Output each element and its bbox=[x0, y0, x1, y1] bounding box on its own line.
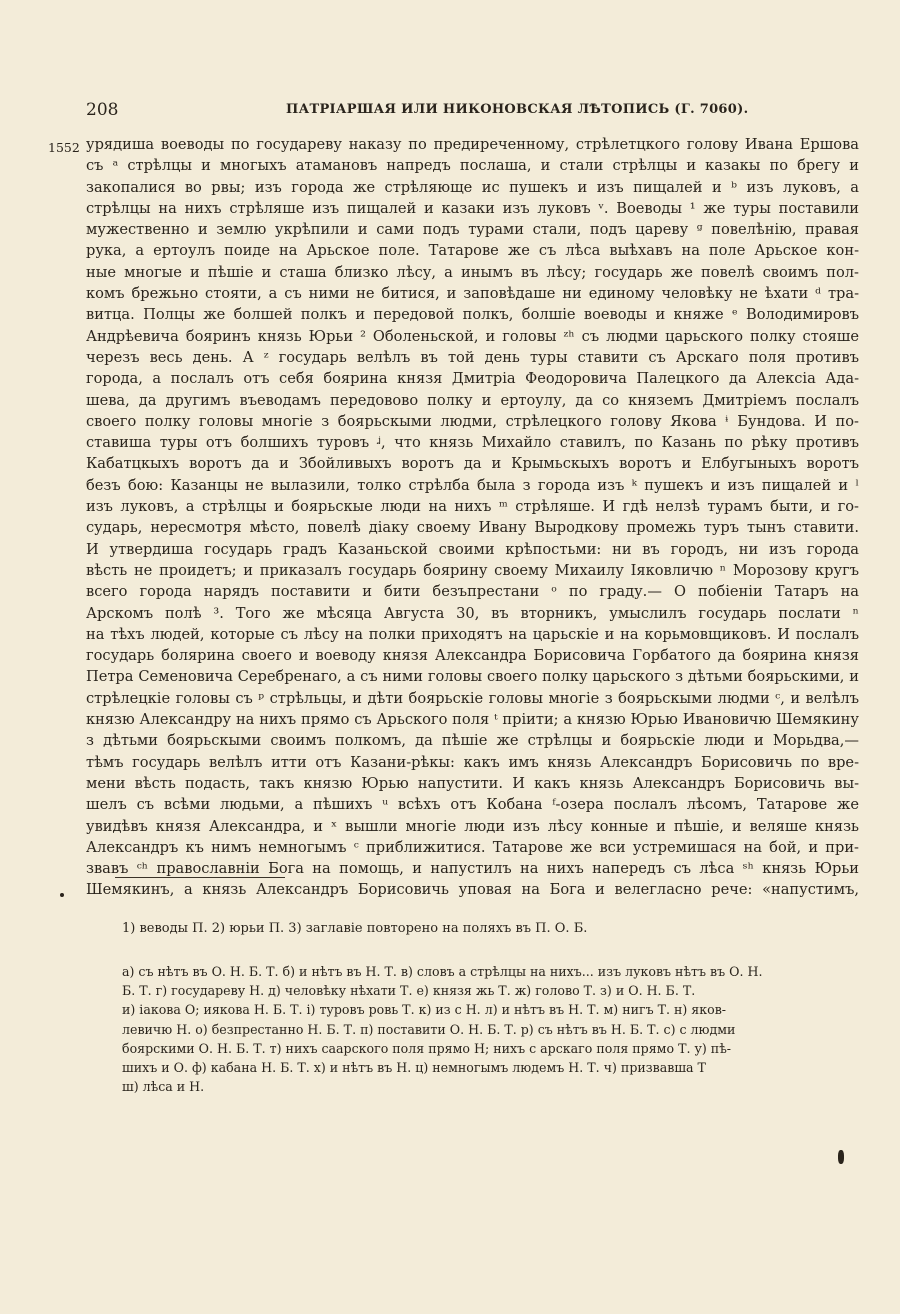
ink-spot bbox=[838, 1150, 844, 1164]
text-line: ставиша туры отъ болшихъ туровъ ᶨ, что князь Михайло ставилъ, по Казань по рѣку противъ bbox=[86, 434, 859, 452]
text-line: государь болярина своего и воеводу князя Александра Борисовича Горбатого да боярина князя bbox=[86, 647, 859, 665]
text-line: закопалися во рвы; изъ города же стрѣляюще ис пушекъ и изъ пищалей и ᵇ изъ луковъ, а bbox=[86, 178, 859, 196]
text-line: шева, да другимъ въеводамъ передовово полку и ертоулу, да со княземъ Дмитріемъ послалъ bbox=[86, 391, 859, 409]
text-line: ные многые и пѣшіе и сташа близко лѣсу, а инымъ въ лѣсу; государь же повелѣ своимъ пол- bbox=[86, 263, 859, 281]
text-line: урядиша воеводы по государеву наказу по предиреченному, стрѣлетцкого голову Ивана Ершова bbox=[86, 136, 859, 153]
text-line: звавъ ᶜʰ православніи Бога на помощь, и напустилъ на нихъ напередъ съ лѣса ˢʰ князь Юрьи bbox=[86, 860, 859, 878]
variant-readings bbox=[122, 962, 862, 1096]
variant-line: и) іакова О; иякова Н. Б. Т. і) туровъ ровь Т. к) из с Н. л) и нѣтъ въ Н. Т. м) нигъ Т. н) яков- bbox=[122, 1002, 727, 1018]
text-line: мужественно и землю укрѣпили и сами подъ турами стали, подъ цареву ᵍ повелѣнію, правая bbox=[86, 221, 859, 239]
text-line: черезъ весь день. А ᶻ государь велѣлъ въ той день туры ставити съ Арскаго поля противъ bbox=[86, 348, 859, 366]
footnotes: 1) веводы П. 2) юрьи П. 3) заглавіе повторено на поляхъ въ П. О. Б. bbox=[122, 921, 588, 936]
text-line: тѣмъ государь велѣлъ итти отъ Казани-рѣкы: какъ имъ князь Александръ Борисовичь по вре- bbox=[86, 753, 859, 771]
text-line: Петра Семеновича Серебренаго, а съ ними головы своего полку царьского з дѣтьми боярьскими, и bbox=[86, 668, 859, 686]
text-line: безъ бою: Казанцы не вылазили, толко стрѣлба была з города изъ ᵏ пушекъ и изъ пищалей и ˡ bbox=[86, 476, 859, 494]
text-line: И утвердиша государь градъ Казаньской своими крѣпостьми: ни въ городъ, ни изъ города bbox=[86, 540, 859, 558]
main-text bbox=[86, 134, 859, 901]
variant-line: ш) лѣса и Н. bbox=[122, 1079, 205, 1095]
variant-line: левичю Н. о) безпрестанно Н. Б. Т. п) поставити О. Н. Б. Т. р) съ нѣтъ въ Н. Б. Т. с) с людми bbox=[122, 1021, 736, 1037]
page-header bbox=[86, 100, 856, 124]
variant-line: а) съ нѣтъ въ О. Н. Б. Т. б) и нѣтъ въ Н. Т. в) словъ а стрѣлцы на нихъ... изъ луковъ нѣтъ въ О. Н. bbox=[122, 964, 763, 979]
text-line: вѣсть не проидетъ; и приказалъ государь боярину своему Михаилу Іяковличю ⁿ Морозову кругъ bbox=[86, 561, 859, 579]
text-line: своего полку головы многіе з боярьскыми людми, стрѣлецкого голову Якова ᶤ Бундова. И по- bbox=[86, 412, 859, 430]
text-line: изъ луковъ, а стрѣлцы и боярьскые люди на нихъ ᵐ стрѣляше. И гдѣ нелзѣ турамъ быти, и го- bbox=[86, 498, 859, 516]
text-line: на тѣхъ людей, которые съ лѣсу на полки приходятъ на царьскіе и на корьмовщиковъ. И послалъ bbox=[86, 625, 859, 643]
text-line: города, а послалъ отъ себя боярина князя Дмитріа Феодоровича Палецкого да Алексіа Ада- bbox=[86, 370, 859, 388]
text-line: стрѣлецкіе головы съ ᵖ стрѣльцы, и дѣти боярьскіе головы многіе з боярьскыми людми ᶜ, и велѣлъ bbox=[86, 689, 859, 707]
text-line: рука, а ертоулъ поиде на Арьское поле. Татарове же съ лѣса выѣхавъ на поле Арьское кон- bbox=[86, 242, 859, 260]
running-head: ПАТРІАРШАЯ ИЛИ НИКОНОВСКАЯ ЛѢТОПИСЬ (Г. 7060). bbox=[286, 102, 749, 117]
text-line: шелъ съ всѣми людьми, а пѣшихъ ᵘ всѣхъ отъ Кобана ᶠ-озера послалъ лѣсомъ, Татарове же bbox=[86, 796, 859, 814]
text-line: князю Александру на нихъ прямо съ Арьского поля ᵗ пріити; а князю Юрью Ивановичю Шемякину bbox=[86, 711, 859, 729]
text-line: мени вѣсть подасть, такъ князю Юрью напустити. И какъ князь Александръ Борисовичь вы- bbox=[86, 774, 859, 792]
page-number: 208 bbox=[86, 100, 119, 120]
text-line: съ ᵃ стрѣлцы и многыхъ атамановъ напредъ послаша, и стали стрѣлцы и казакы по брегу и bbox=[86, 157, 859, 175]
text-line: Александръ къ нимъ немногымъ ᶜ приближитися. Татарове же вси устремишася на бой, и при- bbox=[86, 838, 859, 856]
text-line: Арскомъ полѣ ³. Того же мѣсяца Августа 30, въ вторникъ, умыслилъ государь послати ⁿ bbox=[86, 604, 859, 622]
text-line: з дѣтьми боярьскыми своимъ полкомъ, да пѣшіе же стрѣлцы и боярьскіе люди и Морьдва,— bbox=[86, 732, 859, 750]
text-line: Кабатцкыхъ воротъ да и Збойливыхъ воротъ да и Крымьскыхъ воротъ и Елбугыныхъ воротъ bbox=[86, 455, 859, 473]
year-margin-note: 1552 bbox=[48, 140, 80, 155]
text-line: всего города нарядъ поставити и бити безъпрестани ᵒ по граду.— О побіеніи Татаръ на bbox=[86, 583, 859, 601]
footnote-divider bbox=[115, 877, 285, 878]
ink-spot bbox=[60, 893, 64, 897]
text-line: комъ брежьно стояти, а съ ними не битися, и заповѣдаше ни единому человѣку не ѣхати ᵈ тра- bbox=[86, 285, 859, 303]
text-line: витца. Полцы же болшей полкъ и передовой полкъ, болшіе воеводы и княже ᵉ Володимировъ bbox=[86, 306, 859, 324]
text-line: увидѣвъ князя Александра, и ˣ вышли многіе люди изъ лѣсу конные и пѣшіе, и веляше князь bbox=[86, 817, 859, 835]
text-line: сударь, нересмотря мѣсто, повелѣ діаку своему Ивану Выродкову промежь туръ тынъ ставити. bbox=[86, 519, 859, 537]
text-line: стрѣлцы на нихъ стрѣляше изъ пищалей и казаки изъ луковъ ᵛ. Воеводы ¹ же туры поставили bbox=[86, 199, 859, 217]
text-line: Шемякинъ, а князь Александръ Борисовичь уповая на Бога и велегласно рече: «напустимъ, bbox=[86, 881, 859, 899]
text-line: Андрѣевича бояринъ князь Юрьи ² Оболеньской, и головы ᶻʰ съ людми царьского полку стояше bbox=[86, 327, 859, 345]
variant-line: шихъ и О. ф) кабана Н. Б. Т. х) и нѣтъ въ Н. ц) немногымъ людемъ Н. Т. ч) призвавша Т bbox=[122, 1060, 706, 1076]
variant-line: Б. Т. г) государеву Н. д) человѣку нѣхати Т. е) князя жь Т. ж) голово Т. з) и О. Н. Б. Т. bbox=[122, 983, 696, 999]
variant-line: боярскими О. Н. Б. Т. т) нихъ саарского поля прямо Н; нихъ с арскаго поля прямо Т. у) пѣ- bbox=[122, 1040, 732, 1056]
